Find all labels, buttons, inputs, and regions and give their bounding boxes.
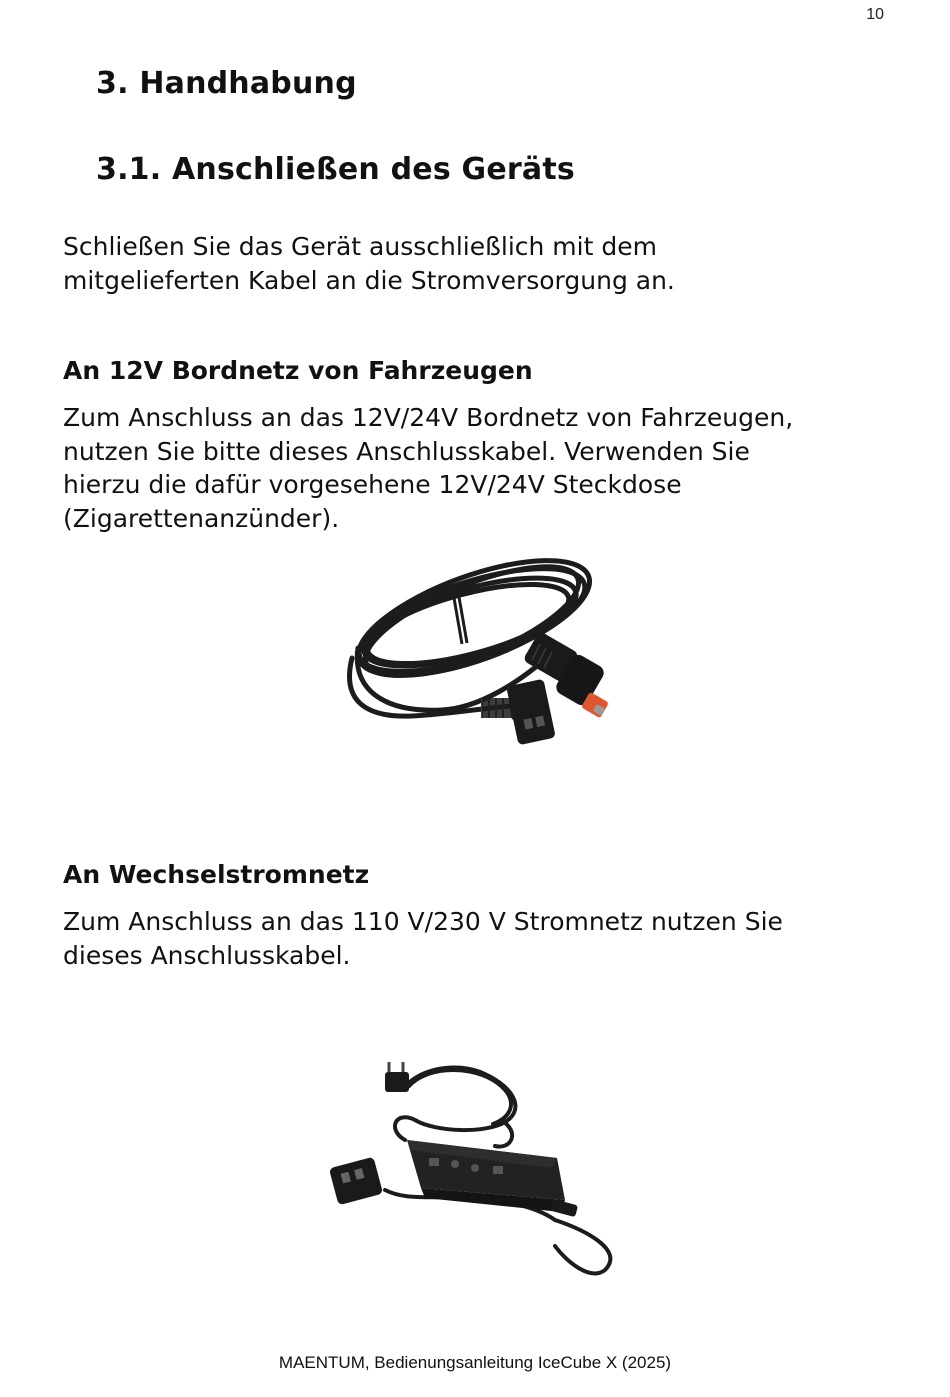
ac-power-paragraph [63,905,903,972]
car-power-paragraph [63,401,903,535]
subsection-heading: 3.1. Anschließen des Geräts [96,152,575,187]
car-power-line: hierzu die dafür vorgesehene 12V/24V Steckdose [63,470,682,499]
intro-paragraph [63,230,903,297]
intro-line: mitgelieferten Kabel an die Stromversorgung an. [63,265,675,295]
car-power-heading: An 12V Bordnetz von Fahrzeugen [63,356,533,385]
page-footer: MAENTUM, Bedienungsanleitung IceCube X (2025) [278,1353,672,1372]
ac-power-line: Zum Anschluss an das 110 V/230 V Stromnetz nutzen Sie [63,907,783,936]
car-power-line: nutzen Sie bitte dieses Anschlusskabel. Verwenden Sie [63,436,750,466]
page-number: 10 [866,6,884,23]
ac-power-heading: An Wechselstromnetz [63,860,370,889]
car-charger-cable-photo [322,548,622,753]
intro-line: Schließen Sie das Gerät ausschließlich mit dem [63,232,657,261]
car-power-line: (Zigarettenanzünder). [63,503,340,533]
ac-power-line: dieses Anschlusskabel. [63,940,351,970]
car-power-line: Zum Anschluss an das 12V/24V Bordnetz von Fahrzeugen, [63,403,794,432]
section-heading: 3. Handhabung [96,66,357,101]
ac-adapter-cable-photo [325,1050,625,1280]
